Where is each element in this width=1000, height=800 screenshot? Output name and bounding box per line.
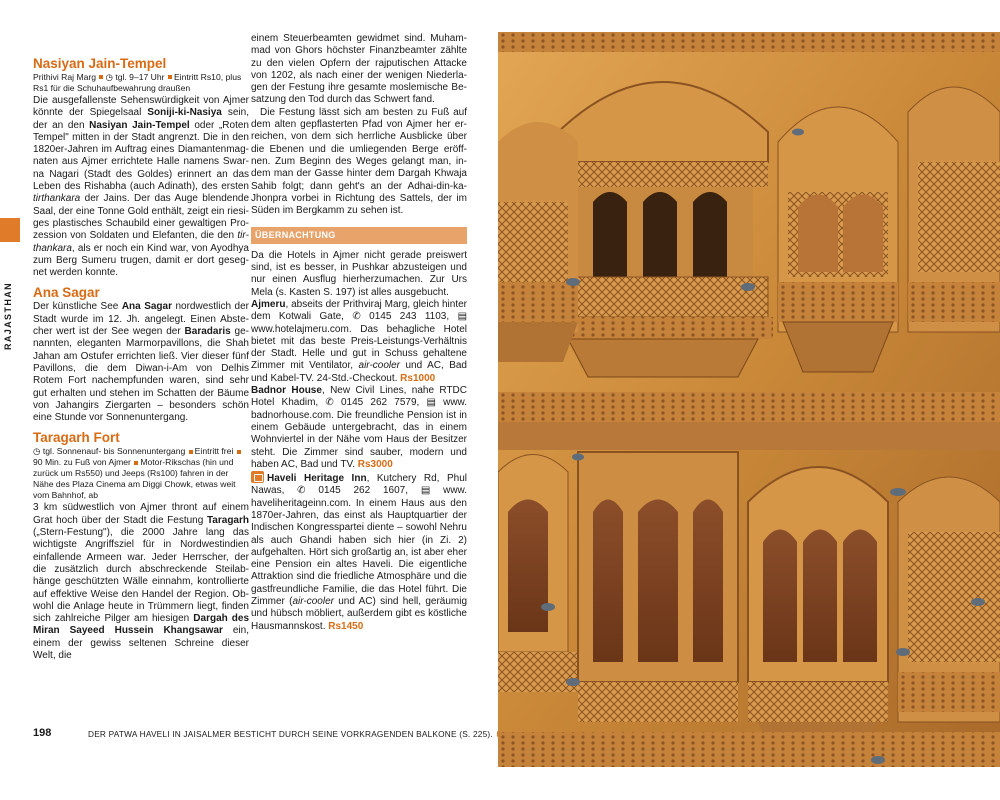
web-icon: ▤ xyxy=(420,485,431,497)
doorway-lower-center xyxy=(578,452,738,722)
bullet-icon xyxy=(168,75,172,79)
section-title-taragarh: Taragarh Fort xyxy=(33,430,120,446)
web-icon: ▤ xyxy=(457,311,468,323)
hotel-entry-ajmeru: Ajmeru, abseits der Prithviraj Marg, gleich hinter dem Kotwali Gate, ✆ 0145 243 1103, ▤ www.hotelajmeru.com. Das behagliche Hotel bietet mit das beste Preis-Leistungs-Verhältnis der Stadt. Helle und gut in Schuss gehaltene Zimmer mit Ventilator, air-cooler und AC, Bad und Kabel-TV. 24-Std.-Checkout. Rs1000 xyxy=(251,298,468,384)
paragraph-taragarh-path: Die Festung lässt sich am besten zu Fuß auf dem alten gepflasterten Pfad von Ajmer her erreichen, von dem sich herrliche Ausblicke über die Ebenen und die umliegenden Berge eröffnen. Zum Beginn des Weges gelangt man, indem man der Gasse hinter dem Dargah Khwaja Sahib folgt; dann geht's an der Adhai-din-ka-Jhonpra vorbei in Richtung des Sattels, der im Süden im Bergkamm zu sehen ist. xyxy=(251,106,467,217)
clock-icon: ◷ xyxy=(33,446,41,457)
hotel-entry-haveli: Haveli Heritage Inn, Kutchery Rd, Phul Nawas, ✆ 0145 262 1607, ▤ www. haveliheritageinn.com. In einem Haus aus den 1870er-Jahren, das einst als Hauptquartier der Indischen Kongresspartei diente – sowohl Nehru als auch Ghandi haben sich hier (in Zi. 2) aufgehalten. Hört sich großartig an, ist aber eher eine Pension ein altes Haveli. Die eigentliche Attraktion sind die friedliche Atmosphäre und die gastfreundliche Familie, die das Hotel führt. Die Zimmer (air-cooler und AC) sind hell, geräumig und hübsch möbliert, außerdem gibt es köstliche Hausmannskost. Rs1450 xyxy=(251,473,468,632)
balcony-upper-right xyxy=(778,107,898,372)
paragraph-nasiyan: Die ausgefallenste Sehenswürdigkeit von Ajmer könnte der Spiegelsaal Soniji-ki-Nasiya sein, der an den Nasiyan Jain-Tempel oder „Roten Tempel" mitten in der Stadt angrenzt. Die in den 1820er-Jahren im Auftrag eines Diamantenmagnaten aus Ajmer errichtete Halle namens Swarna Nagari (Stadt des Goldes) erinnert an das Leben des Rishabha (auch Adinath), des ersten tirthankara der Jains. Der das Auge blendende Saal, der eine Tonne Gold enthält, zeigt ein riesiges plastisches Schaubild einer gewaltigen Prozession von Soldaten und Elefanten, die den tirthankara, als er noch ein Kind war, von Ayodhya zum Berg Sumeru trugen, damit er dort gesegnet werden konnte. xyxy=(33,95,249,279)
bullet-icon xyxy=(134,461,138,465)
hotel-entry-badnor: Badnor House, New Civil Lines, nahe RTDC Hotel Khadim, ✆ 0145 262 7579, ▤ www. badnorhouse.com. Die freundliche Pension ist in einem Gebäude untergebracht, das in einem Wohnviertel in der Nähe vom Haus der Besitzer steht. Die Zimmer sind sauber, modern und haben AC, Bad und TV. Rs3000 xyxy=(251,385,468,470)
paragraph-hotels-intro: Da die Hotels in Ajmer nicht gerade preiswert sind, ist es besser, in Pushkar abzusteigen und nur einen Ausflug hierherzumachen. Zur Urs Mela (s. Kasten S. 197) ist alles ausgebucht. xyxy=(251,249,467,298)
bullet-icon xyxy=(189,450,193,454)
phone-icon: ✆ xyxy=(325,397,334,409)
balcony-upper-left xyxy=(498,122,578,362)
section-bar-uebernachtung: ÜBERNACHTUNG xyxy=(251,227,467,243)
phone-icon: ✆ xyxy=(297,485,306,497)
bullet-icon xyxy=(99,75,103,79)
haveli-photo xyxy=(498,32,1000,767)
info-taragarh: ◷ tgl. Sonnenauf- bis Sonnenuntergang Eintritt frei 90 Min. zu Fuß von Ajmer Motor-Rikschas (hin und zurück um Rs550) und Jeeps (Rs100) fahren in der Nähe des Plaza Cinema am Diggi Chowk, etwas weit vom Bahnhof, ab xyxy=(33,446,249,501)
phone-icon: ✆ xyxy=(352,311,361,323)
photo-caption: DER PATWA HAVELI IN JAISALMER BESTICHT DURCH SEINE VORKRAGENDEN BALKONE (S. 225). xyxy=(88,729,502,739)
balcony-lower-right xyxy=(748,467,888,767)
bullet-icon xyxy=(237,450,241,454)
paragraph-taragarh-cont: einem Steuerbeamten gewidmet sind. Muhammad von Ghors höchster Finanzbeamter zählte zu den vielen Opfern der rajputischen Attacke von 1202, als nach einer der wenigen Niederlagen der Festung ihre gesamte moslemische Besatzung den Tod durch das Schwert fand. xyxy=(251,33,467,106)
balcony-lower-left xyxy=(498,455,578,693)
section-title-ana-sagar: Ana Sagar xyxy=(33,285,100,301)
paragraph-ana-sagar: Der künstliche See Ana Sagar nordwestlich der Stadt wurde im 12. Jh. angelegt. Einen Abstecher wert ist der See wegen der Baradaris genannten, eleganten Marmorpavillons, die Shah Jahan am Ostufer errichten ließ. Vier dieser fünf Pavillons, die dem Diwan-i-Am von Delhis Rotem Fort nachempfunden waren, sind sehr gut erhalten und stehen im Schatten der Bäume von Jahangirs Ziergarten – besonders schön eine Stunde vor Sonnenuntergang. xyxy=(33,301,249,424)
balcony-lower-far-right xyxy=(898,477,1000,722)
balcony-upper-far-right xyxy=(908,87,1000,332)
section-title-nasiyan: Nasiyan Jain-Tempel xyxy=(33,56,167,71)
info-nasiyan: Prithivi Raj Marg ◷ tgl. 9–17 Uhr Eintritt Rs10, plus Rs1 für die Schuhaufbewahrung draußen xyxy=(33,72,242,93)
top-pick-icon xyxy=(251,471,264,483)
region-label: RAJASTHAN xyxy=(3,281,13,351)
text-column-right xyxy=(251,33,467,633)
chapter-tab-marker xyxy=(0,218,20,242)
web-icon: ▤ xyxy=(426,397,436,409)
balcony-upper-center xyxy=(553,82,773,377)
page-number: 198 xyxy=(33,727,52,739)
paragraph-taragarh: 3 km südwestlich von Ajmer thront auf einem Grat hoch über der Stadt die Festung Taragarh („Stern-Festung"), die 2000 Jahre lang das wichtigste Angriffsziel für in Nordwestindien einfallende Armeen war. Jeder Herrscher, der die zusätzlich durch abschreckende Steilabhänge geschützten Wälle einnahm, kontrollierte auf effektive Weise den Handel der Region. Obwohl die Anlage heute in Trümmern liegt, finden sich zahlreiche Pilger am hiesigen Dargah des Miran Sayeed Hussein Khangsawar ein, einem der gewiss seltenen Schreine dieser Welt, die xyxy=(33,502,250,661)
text-column-left xyxy=(33,56,249,662)
clock-icon: ◷ xyxy=(105,72,113,82)
